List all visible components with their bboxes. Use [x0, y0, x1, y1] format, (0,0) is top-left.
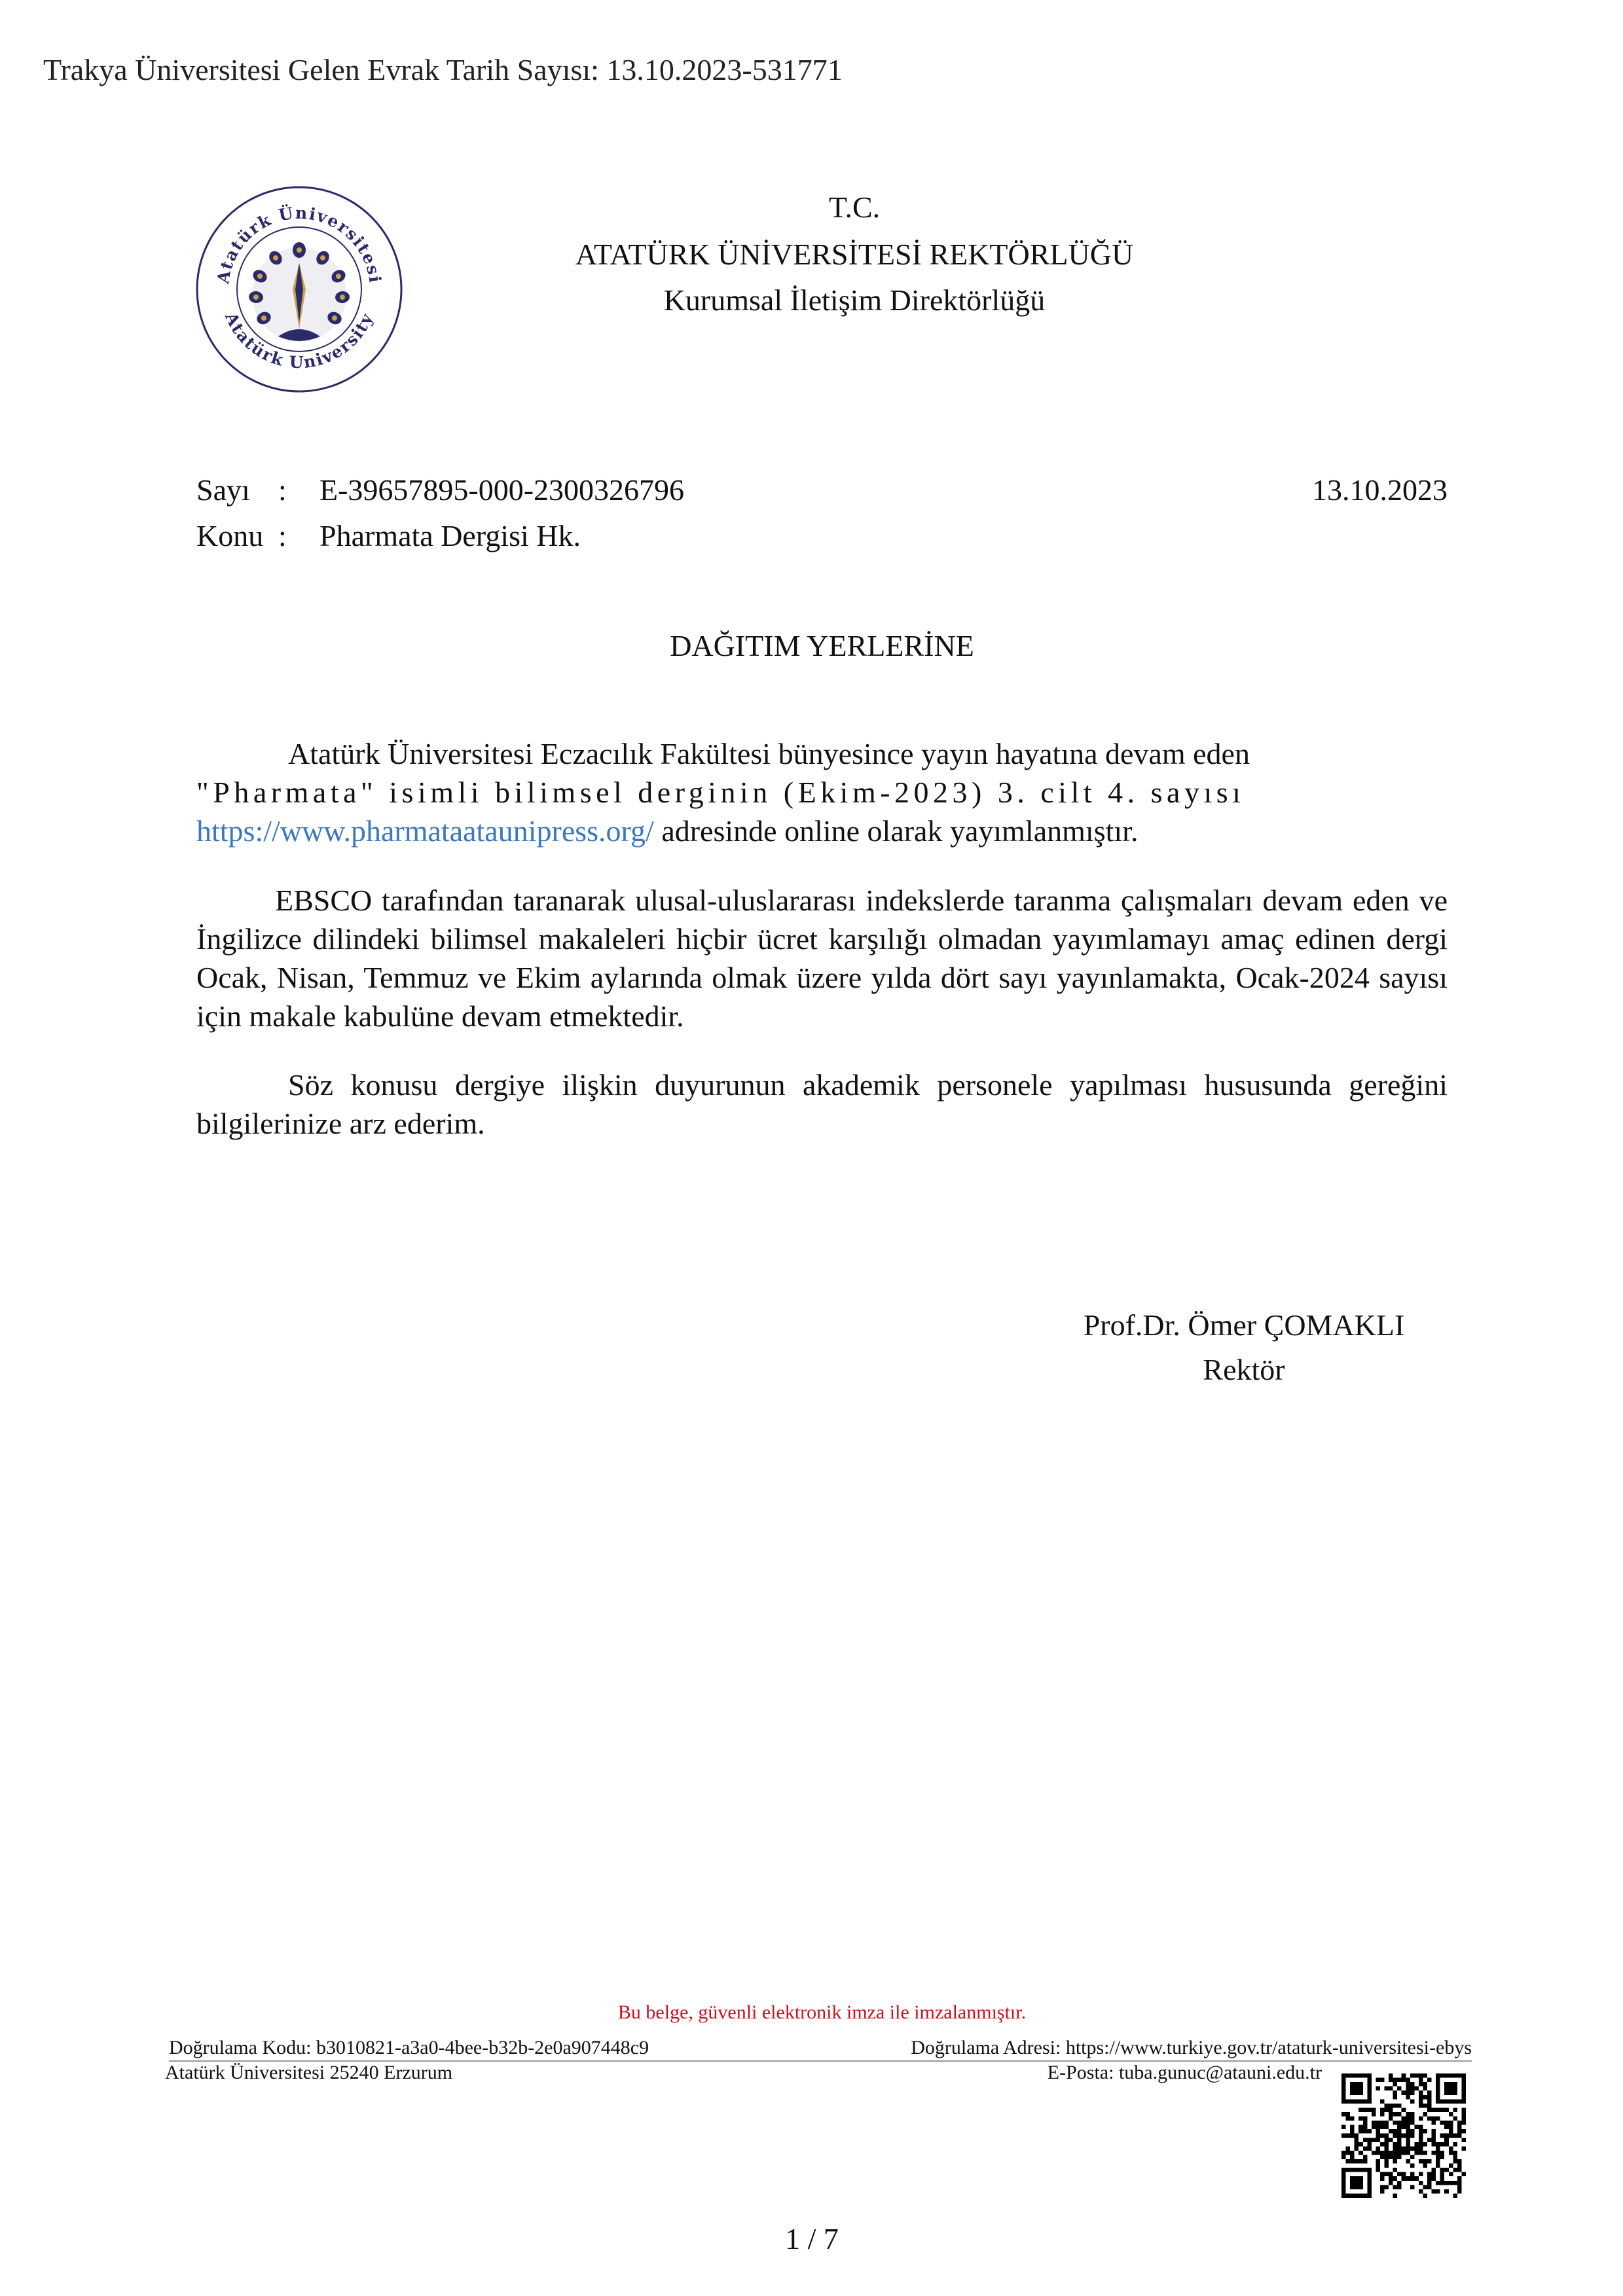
paragraph-1-line-1: Atatürk Üniversitesi Eczacılık Fakültesi bünyesince yayın hayatına devam eden	[288, 737, 1250, 770]
university-seal-logo	[194, 185, 404, 394]
paragraph-1-line-3: adresinde online olarak yayımlanmıştır.	[661, 814, 1139, 848]
paragraph-1-line-2: "Pharmata" isimli bilimsel derginin (Ekim-2023) 3. cilt 4. sayısı	[196, 776, 1245, 809]
header-department: Kurumsal İletişim Direktörlüğü	[663, 283, 1046, 317]
journal-website-link[interactable]: https://www.pharmataataunipress.org/	[196, 814, 654, 848]
sayi-label: Sayı	[196, 473, 250, 507]
paragraph-2: EBSCO tarafından taranarak ulusal-uluslararası indekslerde taranma çalışmaları devam eden ve İngilizce dilindeki bilimsel makaleleri hiçbir ücret karşılığı olmadan yayımlamayı amaç edinen dergi Ocak, Nisan, Temmuz ve Ekim aylarında olmak üzere yılda dört sayı yayınlamakta, Ocak-2024 sayısı için makale kabulüne devam etmektedir.	[196, 884, 1448, 1033]
footer-email: E-Posta: tuba.gunuc@atauni.edu.tr	[1047, 2062, 1322, 2083]
konu-label: Konu	[196, 519, 264, 552]
signatory-name: Prof.Dr. Ömer ÇOMAKLI	[1083, 1308, 1405, 1342]
konu-colon: :	[278, 519, 287, 552]
distribution-heading: DAĞITIM YERLERİNE	[670, 629, 974, 662]
paragraph-1	[196, 734, 1448, 850]
verification-code: Doğrulama Kodu: b3010821-a3a0-4bee-b32b-2e0a907448c9	[169, 2037, 649, 2058]
verification-qr-code-icon	[1341, 2073, 1466, 2198]
seal-top-text: Atatürk Üniversitesi	[213, 203, 385, 285]
seal-bottom-text: Atatürk University	[221, 309, 377, 372]
signatory-title: Rektör	[1203, 1353, 1285, 1386]
header-institution: ATATÜRK ÜNİVERSİTESİ REKTÖRLÜĞÜ	[575, 238, 1134, 271]
konu-value: Pharmata Dergisi Hk.	[319, 519, 581, 552]
sayi-colon: :	[278, 473, 287, 507]
incoming-document-stamp: Trakya Üniversitesi Gelen Evrak Tarih Sayısı: 13.10.2023-531771	[43, 53, 843, 86]
sayi-value: E-39657895-000-2300326796	[319, 473, 685, 507]
page-number: 1 / 7	[785, 2222, 839, 2255]
document-date: 13.10.2023	[1312, 473, 1448, 507]
header-tc: T.C.	[828, 190, 881, 224]
paragraph-3: Söz konusu dergiye ilişkin duyurunun akademik personele yapılması hususunda gereğini bilgilerinize arz ederim.	[196, 1068, 1448, 1140]
footer-address: Atatürk Üniversitesi 25240 Erzurum	[165, 2062, 453, 2083]
seal-year: 1957	[290, 340, 308, 349]
e-signature-notice: Bu belge, güvenli elektronik imza ile imzalanmıştır.	[617, 2001, 1027, 2023]
verification-address: Doğrulama Adresi: https://www.turkiye.gov.tr/ataturk-universitesi-ebys	[911, 2037, 1472, 2058]
